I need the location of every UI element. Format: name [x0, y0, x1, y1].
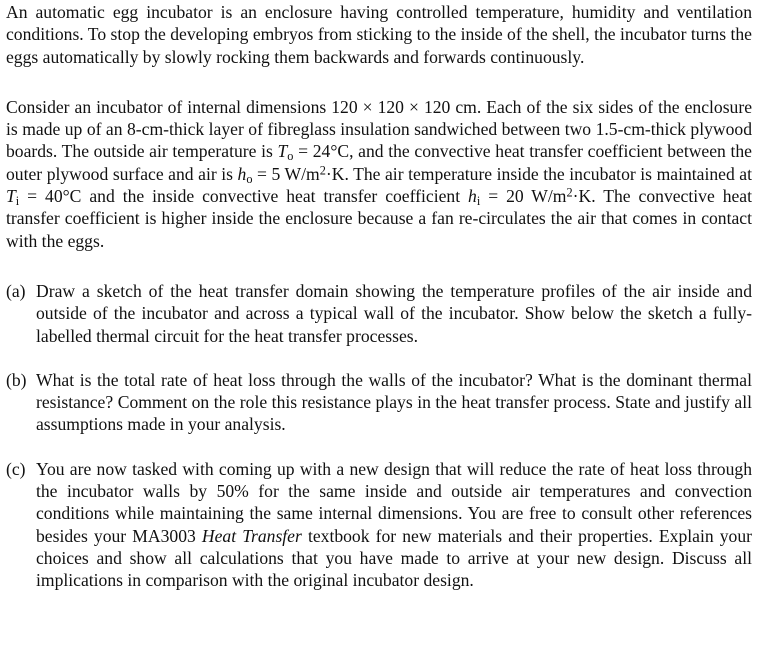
text-run: = 20 W/m: [480, 186, 567, 207]
spacer: [6, 347, 752, 369]
spacer: [6, 252, 752, 280]
item-label: (b): [6, 369, 27, 390]
symbol-T: T: [277, 141, 288, 162]
subscript: i: [15, 194, 20, 209]
text-run: = 24°C, and the convective heat transfer coefficient between the outer plywood surface and air is: [6, 141, 752, 184]
spacer: [6, 436, 752, 458]
item-text: Draw a sketch of the heat transfer domain showing the temperature profiles of the air inside and outside of the incubator and across a typical wall of the incubator. Show below the sketch a fully-labelled thermal circuit for the heat transfer processes.: [36, 280, 752, 346]
question-item-b: [6, 369, 752, 436]
text-run: = 40°C and the inside convective heat transfer coefficient: [19, 186, 469, 207]
superscript: 2: [566, 185, 573, 200]
text-run: textbook for new materials and their properties. Explain your choices and show all calculations that you have made to arrive at your new design. Discuss all implications in comparison with the original incubator design.: [36, 525, 752, 591]
symbol-T: T: [6, 186, 16, 207]
text-run: You are now tasked with coming up with a new design that will reduce the rate of heat loss through the incubator walls by 50% for the same inside and outside air temperatures and convection conditions while maintaining the same internal dimensions. You are free to consult other references besides your MA3003: [36, 458, 752, 546]
item-text: [36, 458, 752, 592]
text-run: ·K. The convective heat transfer coefficient is higher inside the enclosure because a fan re-circulates the air that comes in contact with the eggs.: [6, 186, 753, 251]
subscript: o: [287, 149, 294, 164]
text-run: ·K. The air temperature inside the incubator is maintained at: [325, 163, 752, 184]
subscript: i: [476, 194, 481, 209]
question-item-a: [6, 280, 752, 347]
item-text: What is the total rate of heat loss through the walls of the incubator? What is the dominant thermal resistance? Comment on the role this resistance plays in the heat transfer process. State and justify all assumptions made in your analysis.: [36, 369, 752, 435]
intro-paragraph: An automatic egg incubator is an enclosure having controlled temperature, humidity and ventilation conditions. To stop the developing embryos from sticking to the inside of the shell, the incubator turns the eggs automatically by slowly rocking them backwards and forwards continuously.: [6, 2, 752, 67]
symbol-h: h: [468, 186, 477, 207]
item-label: (a): [6, 280, 26, 301]
item-label: (c): [6, 458, 26, 479]
question-item-c: [6, 458, 752, 592]
subscript: o: [246, 171, 253, 186]
spacer: [6, 68, 752, 96]
text-run: = 5 W/m: [252, 163, 320, 184]
problem-statement-paragraph: [6, 96, 752, 252]
superscript: 2: [319, 163, 326, 178]
symbol-h: h: [237, 163, 247, 184]
text-run: Consider an incubator of internal dimensions 120 × 120 × 120 cm. Each of the six sides of the enclosure is made up of an 8-cm-thick layer of fibreglass insulation sandwiched between two 1.5-cm-thick plywood boards. The outside air temperature is: [6, 96, 752, 162]
book-title: Heat Transfer: [201, 525, 302, 546]
